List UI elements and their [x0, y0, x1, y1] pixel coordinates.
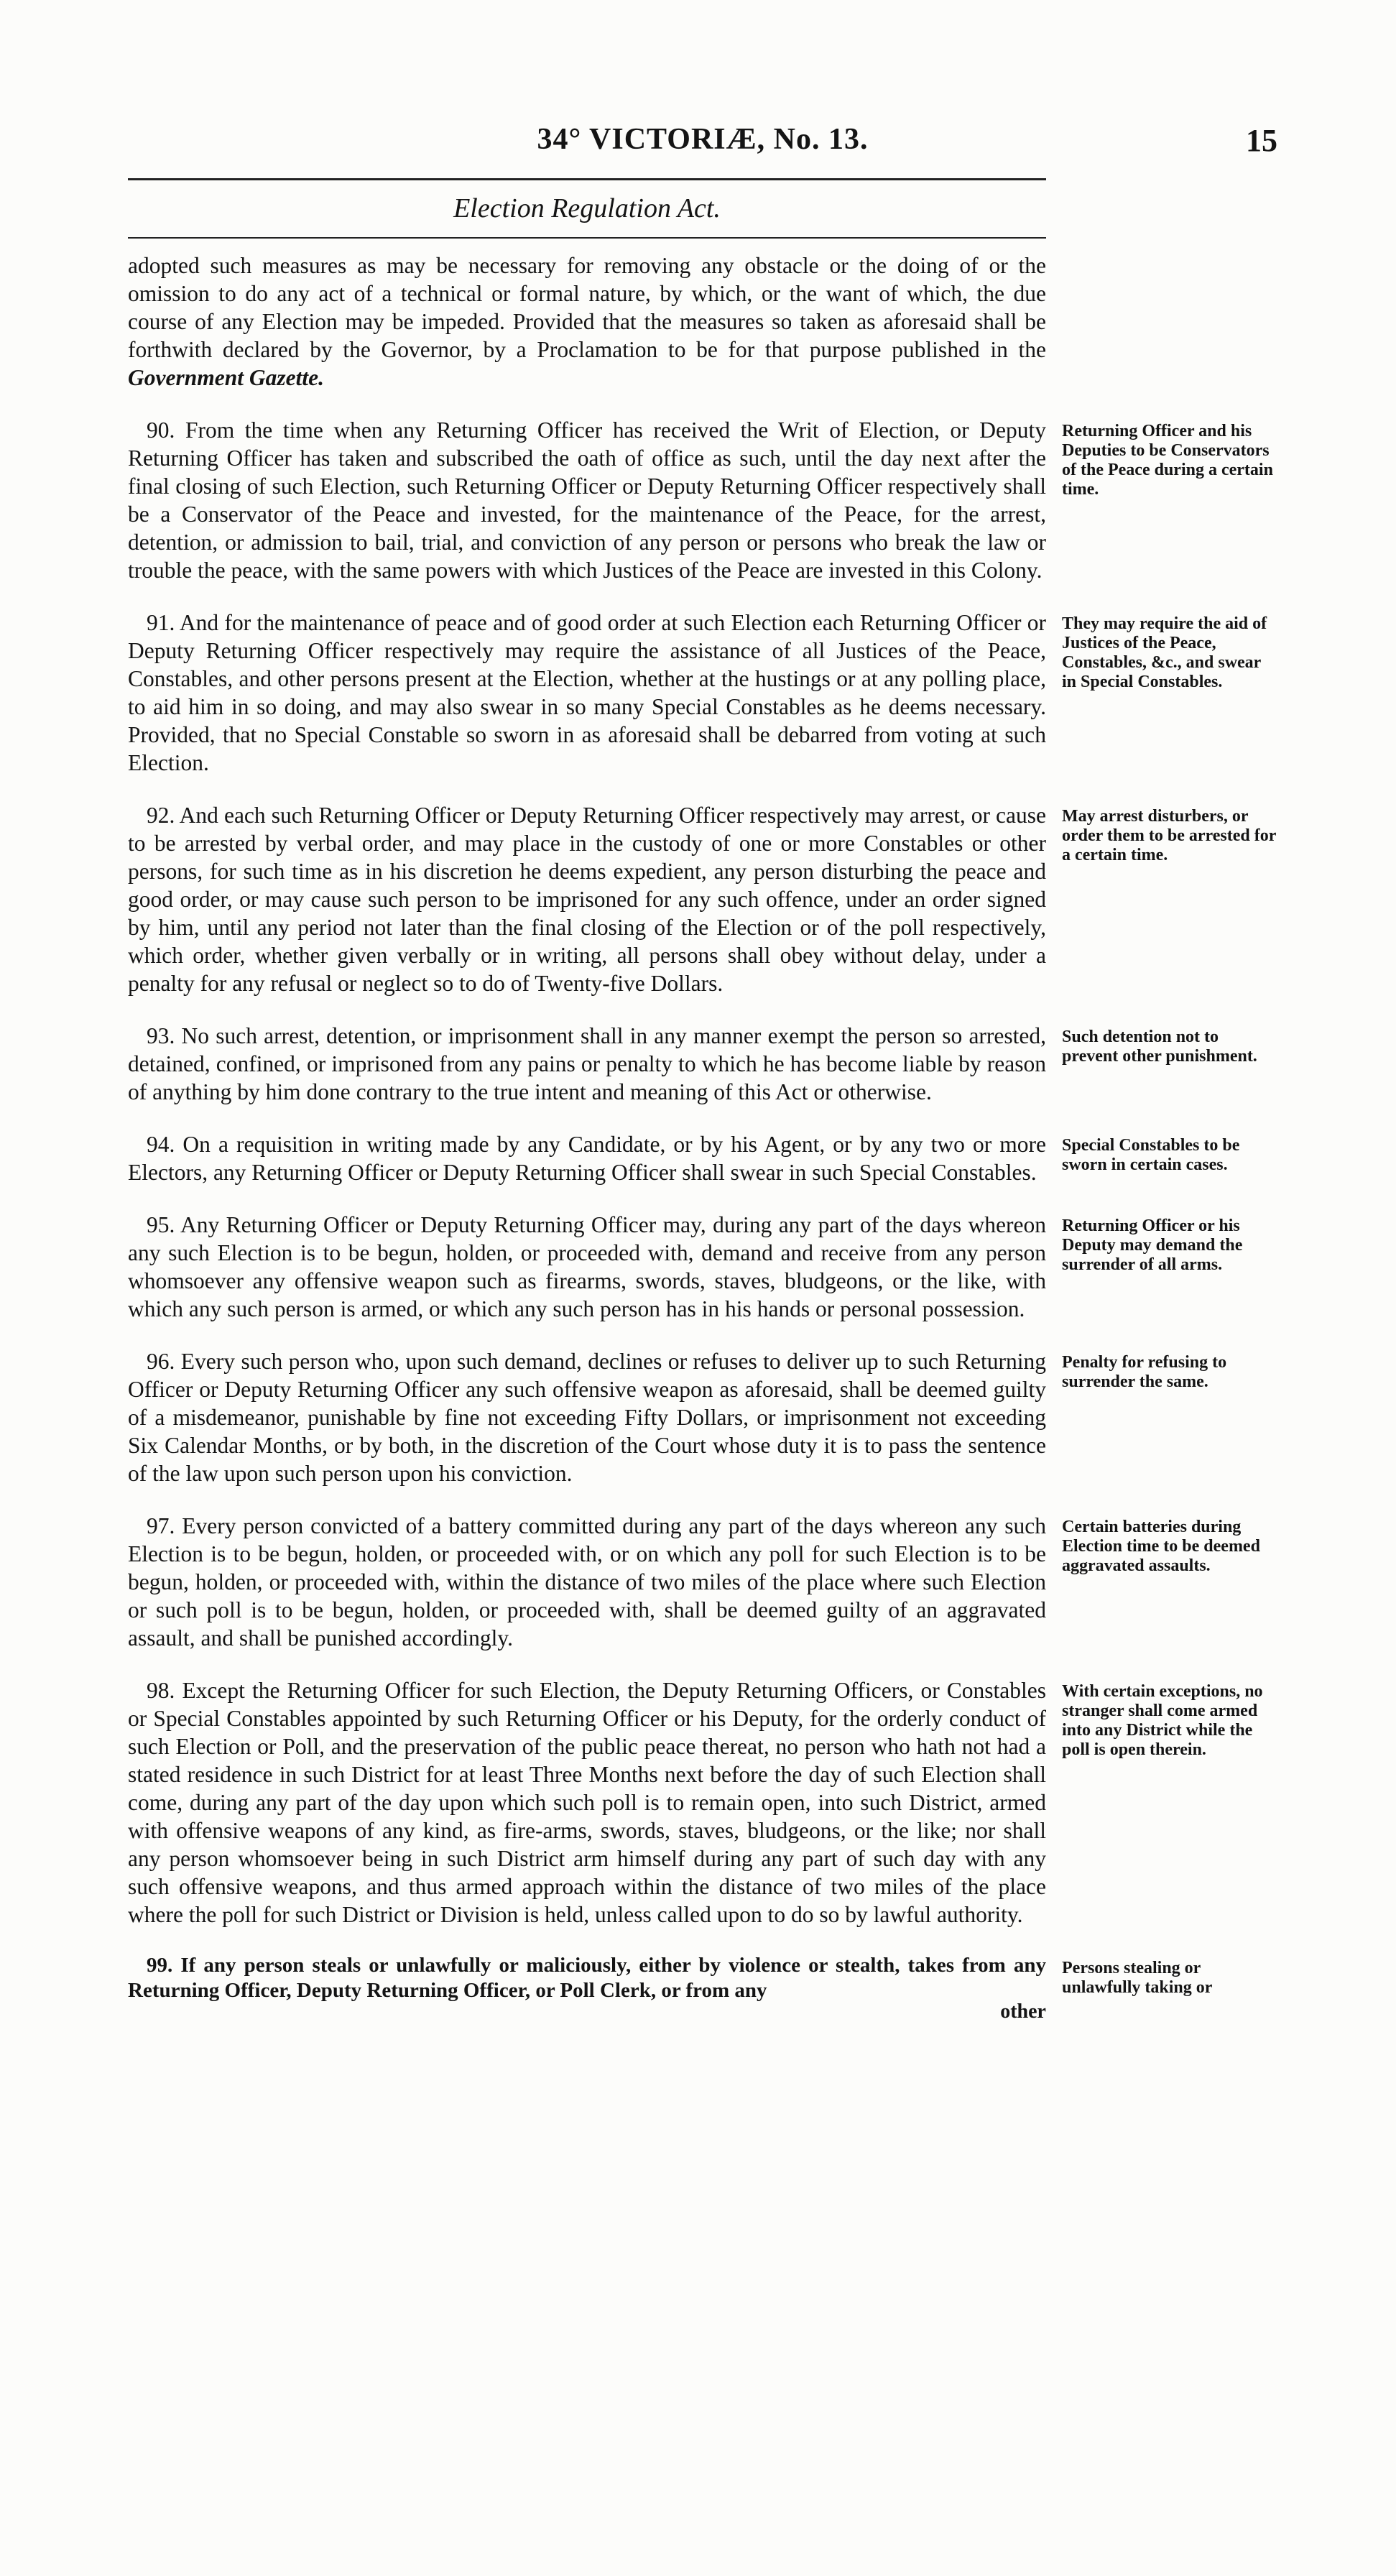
catchword: other: [1000, 2000, 1046, 2023]
margin-note: Such detention not to prevent other punishment.: [1062, 1028, 1257, 1066]
margin-note: Returning Officer or his Deputy may demand the surrender of all arms.: [1062, 1217, 1243, 1274]
margin-note: Returning Officer and his Deputies to be Conservators of the Peace during a certain time.: [1062, 422, 1273, 499]
section-97: [128, 1512, 1277, 1652]
page-header: [128, 122, 1277, 165]
section-98: [128, 1676, 1277, 1929]
section-text: 99. If any person steals or unlawfully or maliciously, either by violence or stealth, takes from any Returning Officer, Deputy Returning Officer, or Poll Clerk, or from any: [128, 1954, 1046, 2002]
margin-note: May arrest disturbers, or order them to be arrested for a certain time.: [1062, 807, 1276, 864]
section-99: [128, 1953, 1277, 2003]
page-number: 15: [1246, 123, 1277, 158]
page-body: [128, 251, 1277, 2023]
section-text: 90. From the time when any Returning Officer has received the Writ of Election, or Deputy Returning Officer has taken and subscribed the oath of office as such, until the day next after the final closing of such Election, such Returning Officer or Deputy Returning Officer respectively shall be a Conservator of the Peace and invested, for the maintenance of the Peace, for the arrest, detention, or admission to bail, trial, and conviction of any person or persons who break the law or trouble the peace, with the same powers with which Justices of the Peace are invested in this Colony.: [128, 417, 1046, 583]
section-text: 94. On a requisition in writing made by any Candidate, or by his Agent, or by any two or more Electors, any Returning Officer or Deputy Returning Officer shall swear in such Special Constables.: [128, 1132, 1046, 1185]
section-text: 95. Any Returning Officer or Deputy Returning Officer may, during any part of the days whereon any such Election is to be begun, holden, or proceeded with, demand and receive from any person whomsoever any offensive weapon such as firearms, swords, staves, bludgeons, or the like, with which any such person is armed, or which any such person has in his hands or personal possession.: [128, 1212, 1046, 1321]
header-rule: [128, 178, 1046, 180]
section-text: 97. Every person convicted of a battery committed during any part of the days whereon any such Election is to be begun, holden, or proceeded with, or on which any poll for such Election is to be begun, holden, or proceeded with, within the distance of two miles of the place where such Election or such poll is to be begun, holden, or proceeded with, shall be deemed guilty of an aggravated assault, and shall be punished accordingly.: [128, 1513, 1046, 1651]
margin-note: With certain exceptions, no stranger shall come armed into any District while the poll is open therein.: [1062, 1682, 1263, 1759]
section-text: 98. Except the Returning Officer for such Election, the Deputy Returning Officers, or Constables or Special Constables appointed by such Returning Officer or his Deputy, for the orderly conduct of such Election or Poll, and the preservation of the public peace thereat, no person who hath not had a stated residence in such District for at least Three Months next before the day of such Election shall come, during any part of the day upon which such poll is to remain open, into such District, armed with offensive weapons of any kind, as fire-arms, swords, staves, bludgeons, or the like; nor shall any person whomsoever being in such District arm himself during any part of such day with any such offensive weapons, and thus armed approach within the distance of two miles of the place where the poll for such District or Division is held, unless called upon to do so by lawful authority.: [128, 1678, 1046, 1927]
section-text: 96. Every such person who, upon such demand, declines or refuses to deliver up to such Returning Officer or Deputy Returning Officer any such offensive weapon as aforesaid, shall be deemed guilty of a misdemeanor, punishable by fine not exceeding Fifty Dollars, or imprisonment not exceeding Six Calendar Months, or by both, in the discretion of the Court whose duty it is to pass the sentence of the law upon such person upon his conviction.: [128, 1349, 1046, 1486]
margin-note: Special Constables to be sworn in certain cases.: [1062, 1136, 1240, 1174]
section-95: [128, 1211, 1277, 1323]
section-91: [128, 609, 1277, 777]
running-head: 34° VICTORIÆ, No. 13.: [537, 123, 869, 156]
section-text: 91. And for the maintenance of peace and of good order at such Election each Returning Officer or Deputy Returning Officer respectively may require the assistance of all Justices of the Peace, Constables, and other persons present at the Election, whether at the hustings or at any polling place, to aid him in so doing, and may also swear in so many Special Constables as he deems necessary. Provided, that no Special Constable so sworn in as aforesaid shall be debarred from voting at such Election.: [128, 610, 1046, 775]
margin-note: Certain batteries during Election time to be deemed aggravated assaults.: [1062, 1518, 1260, 1575]
act-title: Election Regulation Act.: [453, 193, 721, 223]
section-93: [128, 1022, 1277, 1106]
margin-note: Penalty for refusing to surrender the same.: [1062, 1353, 1227, 1391]
section-90: [128, 416, 1277, 584]
opening-paragraph: [128, 251, 1277, 392]
section-94: [128, 1130, 1277, 1186]
opening-text: adopted such measures as may be necessary for removing any obstacle or the doing of or the omission to do any act of a technical or formal nature, by which, or the want of which, the due course of any Election may be impeded. Provided that the measures so taken as aforesaid shall be forthwith declared by the Governor, by a Proclamation to be for that purpose published in the: [128, 253, 1046, 362]
title-rule: [128, 237, 1046, 239]
section-92: [128, 801, 1277, 997]
margin-note: Persons stealing or unlawfully taking or: [1062, 1959, 1213, 1997]
gazette-name: Government Gazette.: [128, 365, 324, 390]
section-96: [128, 1347, 1277, 1487]
margin-note: They may require the aid of Justices of the Peace, Constables, &c., and swear in Special Constables.: [1062, 614, 1267, 691]
section-text: 92. And each such Returning Officer or Deputy Returning Officer respectively may arrest, or cause to be arrested by verbal order, and may place in the custody of one or more Constables or other persons, for such time as in his discretion he deems expedient, any person disturbing the peace and good order, or may cause such person to be imprisoned for any such offence, under an order signed by him, until any period not later than the final closing of the Election or of the poll respectively, which order, whether given verbally or in writing, all persons shall obey without delay, under a penalty for any refusal or neglect so to do of Twenty-five Dollars.: [128, 803, 1046, 996]
section-text: 93. No such arrest, detention, or imprisonment shall in any manner exempt the person so arrested, detained, confined, or imprisoned from any pains or penalty to which he has become liable by reason of anything by him done contrary to the true intent and meaning of this Act or otherwise.: [128, 1023, 1046, 1104]
